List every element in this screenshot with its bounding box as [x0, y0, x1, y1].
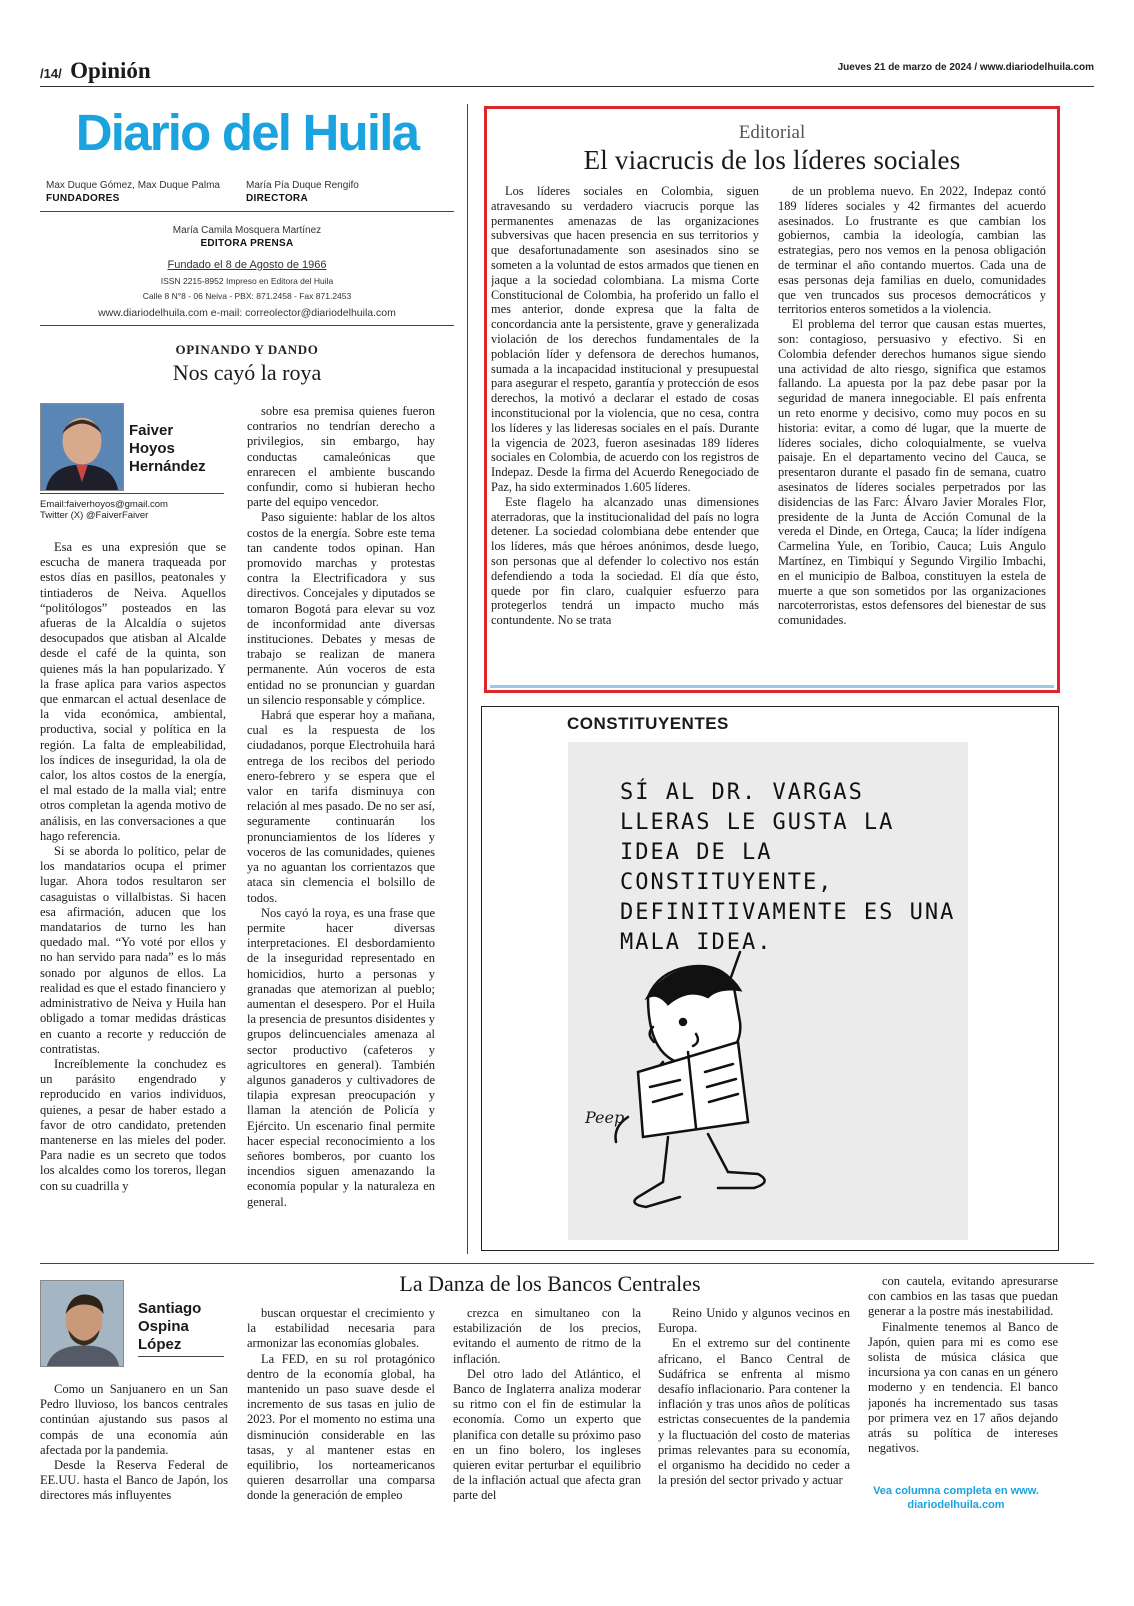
paragraph: Desde la Reserva Federal de EE.UU. hasta el Banco de Japón, los directores más influyentes	[40, 1458, 228, 1502]
column-title: Nos cayó la roya	[172, 360, 322, 385]
paragraph: Increíblemente la conchudez es un parásito engendrado y reproducido en varios individuos, quienes, a pesar de haber estado a favor de otro candidato, pretenden mantenerse en las mieles del poder. Para nadie es un secreto que todos los alcaldes como los toreros, llegan con su cuadrilla y	[40, 1056, 226, 1193]
editorial-accent-rule	[490, 685, 1054, 688]
column2-col-4	[658, 1306, 850, 1502]
editor-label: EDITORA PRENSA	[200, 238, 294, 249]
cartoon-speech: SÍ AL DR. VARGAS LLERAS LE GUSTA LA IDEA DE LA CONSTITUYENTE, DEFINITIVAMENTE ES UNA MALA IDEA.	[620, 780, 956, 955]
editorial-col-2	[778, 184, 1046, 672]
section-header	[40, 58, 151, 84]
paragraph: crezca en simultaneo con la estabilización de los precios, evitando el aumento de ritmo de la inflación.	[453, 1306, 641, 1366]
paragraph: de un problema nuevo. En 2022, Indepaz contó 189 líderes sociales y 42 firmantes del acuerdo asesinados. Lo frustrante es que cambian los gobiernos, cambia la ideología, cambian las estrategias, pero nos vemos en la penosa obligación de terminar el año contando muertos. Cada una de esas personas deja familias en duelo, comunidades que ven truncados sus procesos democráticos y territorios enteros sometidos a la violencia.	[778, 184, 1046, 317]
founders-names: Max Duque Gómez, Max Duque Palma	[46, 180, 220, 191]
read-more-link[interactable]: Vea columna completa en www. diariodelhuila.com	[873, 1485, 1039, 1511]
paragraph: Del otro lado del Atlántico, el Banco de Inglaterra analiza moderar su ritmo con el fin de estimular la economía. Como un experto que planifica con detalle su próximo paso en un fino bolero, los ingleses quieren evitar perturbar el equilibrio de la inflación actual que afecta gran parte del	[453, 1366, 641, 1502]
editorial-col-1	[491, 184, 759, 672]
paragraph: Habrá que esperar hoy a mañana, cual es la respuesta de los ciudadanos, porque Electrohuila hará entrega de los recibos del periodo enero-febrero y se espera que el valor en tarifa disminuya con relación al mes pasado. De no ser así, seguramente continuarán los pronunciamientos de los líderes y voceros de las comunidades, quienes ya no aguantan los corrientazos que ataca sin clemencia el bolsillo de todos.	[247, 708, 435, 905]
editor-block	[40, 224, 454, 250]
director-label: DIRECTORA	[246, 193, 308, 204]
paragraph: buscan orquestar el crecimiento y la estabilidad necesaria para armonizar las economías globales.	[247, 1306, 435, 1351]
director-block	[246, 179, 446, 205]
column-divider	[467, 104, 468, 1254]
author-photo	[40, 403, 124, 491]
author-twitter: Twitter (X) @FaiverFaiver	[40, 510, 149, 521]
paragraph: Los líderes sociales en Colombia, siguen atravesando su verdadero viacrucis porque las permanentes amenazas de las organizaciones subversivas que hacen presencia en sus territorios y que desafortunadamente son asesinados sino se someten a la voluntad de estos armados que tienen en jaque a la sociedad colombiana. La misma Corte Constitucional de Colombia, ha proferido un fallo el mes anterior, donde expresa que la falta de concordancia ante la persistente, grave y generalizada violación de los derechos fundamentales de la población líder y defensora de derechos humanos, sumada a la incapacidad institucional y presupuestal para asegurar el respeto, garantía y protección de esos derechos, la motivó a declarar el estado de cosas inconstitucional por la violencia, que no cesa, contra los líderes y las lideresas sociales en el país. Durante la vigencia de 2023, fueron asesinadas 189 líderes sociales en Colombia, de acuerdo con los registros de Indepaz. Desde la firma del Acuerdo Renegociado de Paz, ha sido exterminados 1.605 líderes.	[491, 184, 759, 494]
author-name: Faiver Hoyos Hernández	[129, 422, 206, 475]
column2-col-5	[868, 1274, 1058, 1474]
bottom-column-title: La Danza de los Bancos Centrales	[399, 1271, 701, 1296]
issn: ISSN 2215-8952 Impreso en Editora del Huila	[160, 276, 334, 286]
paragraph: con cautela, evitando apresurarse con cambios en las tasas que puedan generar a la postre más inestabilidad.	[868, 1274, 1058, 1319]
paragraph: La FED, en su rol protagónico dentro de la economía global, ha mantenido un paso suave desde el incremento de sus tasas en julio de 2023. Por el momento no estima una disminución considerable en las tasas, y al mantener estas en equilibrio, los norteamericanos quieren desarrollar una comparsa donde la generación de empleo	[247, 1351, 435, 1502]
paragraph: Si se aborda lo político, pelar de los mandatarios ocupa el primer lugar. Ahora todos resultaron ser casaguistas o villalbistas. Si hacen esa afirmación, aducen que los mandatarios de turno les han quedado mal. “Yo voté por ellos y no han servido para nada” es lo más sonado por algunos de ellos. La realidad es que el estado financiero y administrativo de Neiva y Huila han obligado a tomar medidas drásticas en cuanto a recorte y reducción de contratistas.	[40, 844, 226, 1056]
author-rule	[40, 493, 224, 494]
paragraph: Nos cayó la roya, es una frase que permite hacer diversas interpretaciones. El desbordamiento de la inseguridad representado en homicidios, hurto a personas y granadas que atemorizan al pueblo; aumentan el desespero. Por el Huila la presencia de presuntos disidentes y grupos delincuenciales amenaza al sector productivo (cafeteros y agricultores en general). También algunos ganaderos y cultivadores de tilapia expresan preocupación y llaman la atención de Policía y Ejército. Un escenario final permite hacer especial reconocimiento a los señores bomberos, por cuanto los incendios siguen amenazando la economía popular y la naturaleza en general.	[247, 905, 435, 1209]
author-email: Email:faiverhoyos@gmail.com	[40, 499, 168, 510]
paragraph: En el extremo sur del continente africano, el Banco Central de Sudáfrica se enfrenta al mismo desafío inflacionario. Para contener la inflación y tras unos años de políticas estrictas consecuentes de la pandemia y la fluctuación del costo de materias primas relevantes para su economía, el organismo ha decidido no ceder a la presión del sector privado y actuar	[658, 1336, 850, 1488]
paragraph: Reino Unido y algunos vecinos en Europa.	[658, 1306, 850, 1336]
paragraph: Paso siguiente: hablar de los altos costos de la energía. Sobre este tema tan candente todos opinan. Han promovido marchas y protestas contra la Electrificadora y sus directivos. Concejales y diputados se tomaron Bogotá para elevar su voz de inconformidad ante diversas instituciones. Debates y mesas de trabajo se realizan de manera permanente. Aún voceros de esta entidad no se pronuncian y guardan un silencio responsable y cómplice.	[247, 510, 435, 707]
editorial-kicker: Editorial	[738, 122, 806, 143]
column2-col-2	[247, 1306, 435, 1502]
founders-block	[46, 179, 246, 205]
paragraph: Como un Sanjuanero en un San Pedro lluvioso, los bancos centrales continúan ajustando sus pasos al compás de una economía aún afectada por la pandemia.	[40, 1382, 228, 1457]
founded-date: Fundado el 8 de Agosto de 1966	[167, 259, 327, 271]
date-site: Jueves 21 de marzo de 2024 / www.diariodelhuila.com	[837, 62, 1094, 73]
editorial-title: El viacrucis de los líderes sociales	[583, 145, 961, 175]
column1-col-2	[247, 404, 435, 1242]
header-rule	[40, 86, 1094, 87]
section-name: Opinión	[70, 58, 151, 83]
founders-label: FUNDADORES	[46, 193, 120, 204]
bottom-section-rule	[40, 1263, 1094, 1264]
author-name: Santiago Ospina López	[138, 1300, 202, 1353]
cartoon-title: CONSTITUYENTES	[567, 714, 729, 733]
page-number: /14/	[40, 66, 62, 81]
paragraph: El problema del terror que causan estas muertes, son: contagioso, persuasivo y efectivo. Si en Colombia defender derechos humanos sigue siendo una actividad de alto riesgo, significa que estamos fallando. La apuesta por la paz debe pasar por la seguridad de manera innegociable. El país enfrenta un reto enorme y decisivo, como muy pocos en su historia: evitar, a como dé lugar, que la muerte de líderes sociales, dicho coloquialmente, se vuelva paisaje. En el departamento vecino del Cauca, se presentaron durante el pasado fin de semana, cuatro asesinatos de líderes sociales perpetrados por las disidencias de las Farc: Álvaro Javier Morales Flor, presidente de la Junta de Acción Comunal de la vereda el Dinde, en Ortega, Cauca; la líder indígena Carmelina Yule, en Toribio, Cauca; Luis Angulo Martínez, en Timbiquí y Segundo Virgilio Imbachi, en el municipio de Balboa, constituyen la estela de muerte a que son sometidos por las organizaciones narcoterroristas, estos defensores del bienestar de sus comunidades.	[778, 317, 1046, 628]
paragraph: Finalmente tenemos al Banco de Japón, quien para mi es como ese solista de música clásica que incursiona ya con canas en un género moderno y en tendencia. El banco japonés ha incrementado sus tasas por primera vez en 17 años dejando atrás su política de intereses negativos.	[868, 1319, 1058, 1456]
cartoon-boy-illustration	[568, 742, 968, 1240]
director-name: María Pía Duque Rengifo	[246, 180, 359, 191]
paragraph: sobre esa premisa quienes fueron contrarios no tendrían derecho a privilegios, sin embargo, hay conductas camaleónicas que enrarecen el ambiente buscando confundir, como si hubieran hecho parte del equipo vencedor.	[247, 404, 435, 510]
column2-col-3	[453, 1306, 641, 1502]
editor-name: María Camila Mosquera Martínez	[172, 225, 322, 236]
column2-col-1	[40, 1382, 228, 1502]
paragraph: Esa es una expresión que se escucha de manera traqueada por estos días en pasillos, peatonales y tintiaderos de Neiva. Aquellos “politólogos” posteados en las afueras de la Alcaldía o sujetos desocupados que atisban al Alcalde desde el café de la quinta, son quienes más la han popularizado. Y la frase aplica para varios aspectos que enmarcan el actual desenlace de la vida económica, ambiental, productiva, social y política en la región. La falta de empleabilidad, los índices de inseguridad, la ola de calor, los altos costos de la energía, el mal estado de la malla vial; entre otros completan la agenda motivo de análisis, en las conversaciones a que hago referencia.	[40, 540, 226, 843]
column1-col-1	[40, 540, 226, 1242]
author-rule	[138, 1356, 224, 1357]
paragraph: Este flagelo ha alcanzado unas dimensiones aterradoras, que la institucionalidad del país no logra detener. La sociedad colombiana debe entender que los líderes, más que héroes anónimos, desde luego, son personas que al defender lo colectivo nos están defendiendo a toda la sociedad. El día que ésto, quede por fin claro, cualquier esfuerzo para protegerlos tendrá un impacto mucho más contundente. No se trata	[491, 494, 759, 628]
masthead-divider	[40, 211, 454, 212]
author-photo	[40, 1280, 124, 1367]
column-kicker: OPINANDO Y DANDO	[175, 342, 319, 357]
masthead-bottom-rule	[40, 325, 454, 326]
author-contact	[40, 499, 168, 521]
address: Calle 8 N°8 - 06 Neiva - PBX: 871.2458 - Fax 871.2453	[142, 291, 352, 301]
cartoon-signature: Peep	[585, 1108, 625, 1127]
contact-line: www.diariodelhuila.com e-mail: correolector@diariodelhuila.com	[98, 307, 396, 319]
masthead-logo: Diario del Huila	[75, 104, 419, 161]
